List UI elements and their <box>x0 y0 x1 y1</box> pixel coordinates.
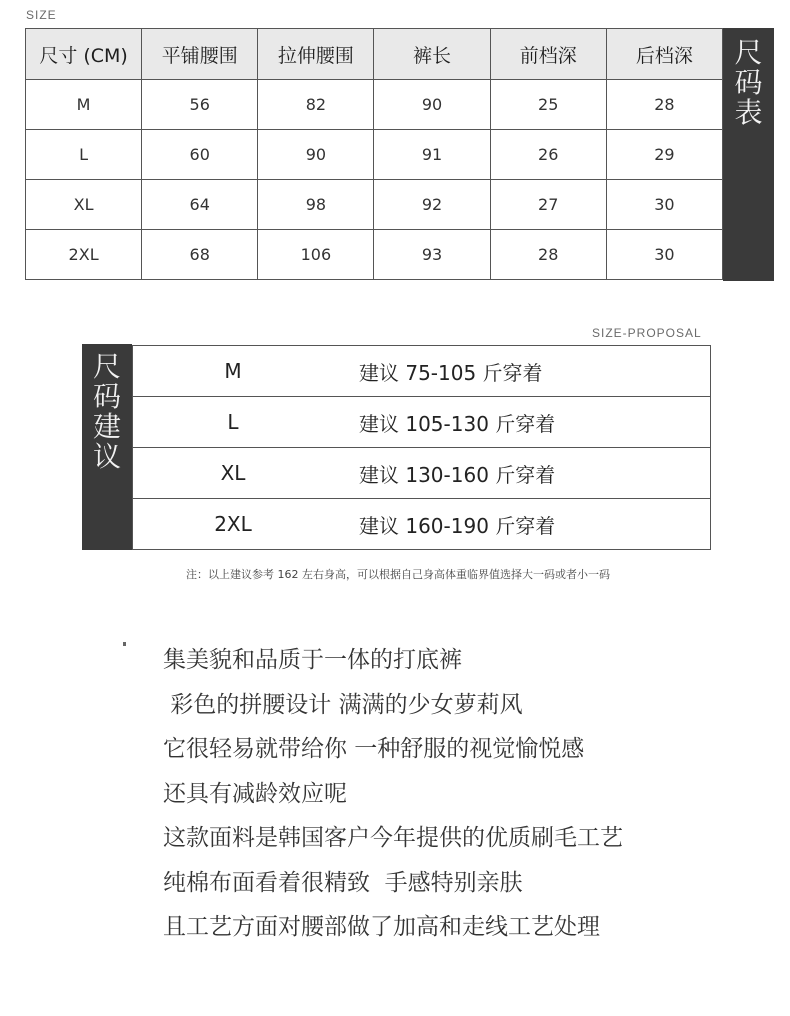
proposal-side-label <box>82 344 132 550</box>
table-cell: 26 <box>490 130 606 180</box>
proposal-size: 2XL <box>133 499 334 550</box>
product-description <box>163 640 623 952</box>
table-cell: 98 <box>258 180 374 230</box>
table-row <box>133 397 711 448</box>
header-back-rise: 后档深 <box>606 29 722 80</box>
side-char: 建 <box>92 410 121 443</box>
table-cell: 60 <box>142 130 258 180</box>
table-cell: 30 <box>606 180 722 230</box>
table-cell: 56 <box>142 80 258 130</box>
description-line: 这款面料是韩国客户今年提供的优质刷毛工艺 <box>163 825 623 851</box>
header-stretch-waist: 拉伸腰围 <box>258 29 374 80</box>
proposal-size: XL <box>133 448 334 499</box>
side-char: 码 <box>92 380 121 413</box>
description-line: 集美貌和品质于一体的打底裤 <box>163 647 462 673</box>
table-row <box>133 448 711 499</box>
table-cell: 27 <box>490 180 606 230</box>
proposal-label: SIZE-PROPOSAL <box>592 326 702 340</box>
table-cell: XL <box>26 180 142 230</box>
table-cell: 90 <box>374 80 490 130</box>
size-chart-table <box>25 28 723 280</box>
description-line: 彩色的拼腰设计 满满的少女萝莉风 <box>163 691 523 718</box>
table-cell: 2XL <box>26 230 142 280</box>
proposal-text: 建议 160-190 斤穿着 <box>333 499 711 550</box>
size-proposal-table <box>132 345 711 550</box>
table-cell: 68 <box>142 230 258 280</box>
proposal-text: 建议 130-160 斤穿着 <box>333 448 711 499</box>
table-row <box>133 346 711 397</box>
description-line: 且工艺方面对腰部做了加高和走线工艺处理 <box>163 914 600 940</box>
header-size: 尺寸 (CM) <box>26 29 142 80</box>
table-cell: 29 <box>606 130 722 180</box>
table-cell: 28 <box>490 230 606 280</box>
table-cell: 90 <box>258 130 374 180</box>
table-cell: L <box>26 130 142 180</box>
side-char: 表 <box>734 96 763 129</box>
table-cell: 82 <box>258 80 374 130</box>
side-char: 尺 <box>92 350 121 383</box>
description-line: 它很轻易就带给你 一种舒服的视觉愉悦感 <box>163 736 585 762</box>
side-char: 议 <box>92 440 121 473</box>
size-note: 注：以上建议参考 162 左右身高，可以根据自己身高体重临界值选择大一码或者小一码 <box>186 568 610 581</box>
header-length: 裤长 <box>374 29 490 80</box>
table-cell: 25 <box>490 80 606 130</box>
table-row <box>133 499 711 550</box>
side-char: 码 <box>734 66 763 99</box>
proposal-size: L <box>133 397 334 448</box>
table-cell: 64 <box>142 180 258 230</box>
proposal-text: 建议 105-130 斤穿着 <box>333 397 711 448</box>
proposal-text: 建议 75-105 斤穿着 <box>333 346 711 397</box>
table-cell: 91 <box>374 130 490 180</box>
size-chart-header-row <box>26 29 723 80</box>
side-char: 尺 <box>734 36 763 69</box>
size-label: SIZE <box>26 8 57 22</box>
table-cell: 30 <box>606 230 722 280</box>
table-cell: 28 <box>606 80 722 130</box>
proposal-size: M <box>133 346 334 397</box>
table-row <box>26 130 723 180</box>
table-cell: 106 <box>258 230 374 280</box>
table-cell: M <box>26 80 142 130</box>
header-front-rise: 前档深 <box>490 29 606 80</box>
table-cell: 93 <box>374 230 490 280</box>
table-row <box>26 230 723 280</box>
table-row <box>26 80 723 130</box>
size-chart-side-label <box>723 28 774 281</box>
header-flat-waist: 平铺腰围 <box>142 29 258 80</box>
table-row <box>26 180 723 230</box>
description-line: 还具有减龄效应呢 <box>163 780 347 807</box>
table-cell: 92 <box>374 180 490 230</box>
description-line: 纯棉布面看着很精致 手感特别亲肤 <box>163 869 523 896</box>
decorative-mark <box>123 642 126 646</box>
